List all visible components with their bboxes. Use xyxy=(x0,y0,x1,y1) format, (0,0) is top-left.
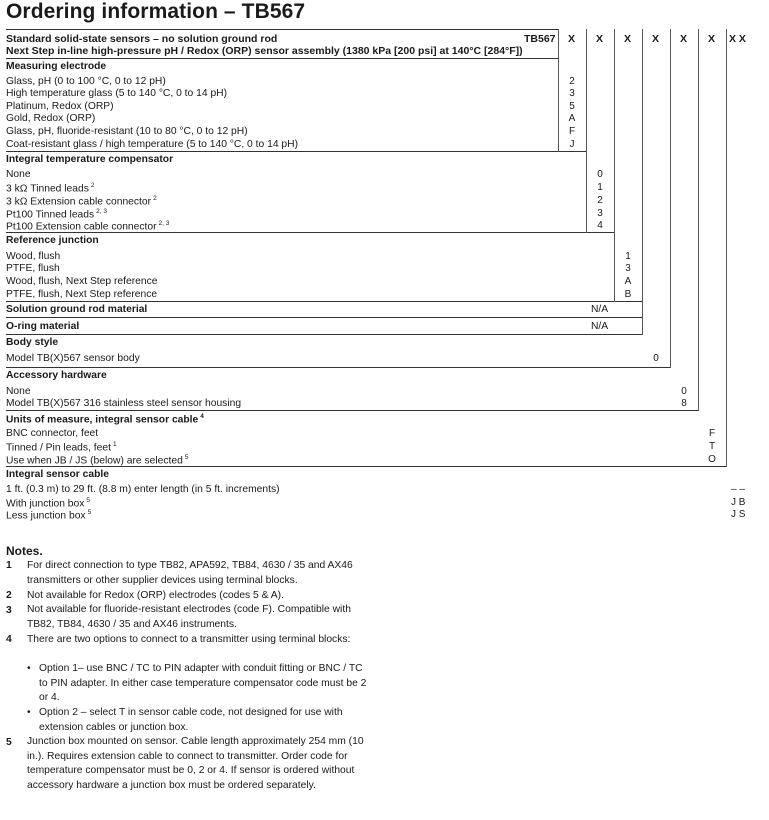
option-label: None xyxy=(6,169,31,180)
option-label: Glass, pH (0 to 100 °C, 0 to 12 pH) xyxy=(6,76,166,87)
header-line2: Next Step in-line high-pressure pH / Redox (ORP) sensor assembly (1380 kPa [200 psi] at 140°C [284°F]) xyxy=(6,45,523,57)
section-title: Integral temperature compensator xyxy=(6,154,174,165)
option-code: 2 xyxy=(597,195,603,206)
note-number: 4 xyxy=(6,634,12,645)
option-code: 5 xyxy=(569,101,575,112)
rule xyxy=(6,367,670,368)
option-label: Less junction box $^5$ xyxy=(6,509,92,522)
option-code: 3 xyxy=(569,88,575,99)
note-text: Not available for fluoride-resistant electrodes (code F). Compatible with TB82, TB84, 4630 / 35 and AX46 instruments. xyxy=(27,604,351,630)
option-code: J B xyxy=(731,497,746,508)
col-divider xyxy=(558,29,559,152)
bullet-icon: • xyxy=(27,707,31,718)
option-label: PTFE, flush, Next Step reference xyxy=(6,289,158,300)
option-code: J S xyxy=(731,509,746,520)
option-code: 4 xyxy=(597,220,603,231)
option-code: A xyxy=(624,276,632,287)
option-code: J xyxy=(569,139,575,150)
section-title: Solution ground rod material xyxy=(6,304,148,315)
option-code: O xyxy=(708,454,716,465)
option-label: High temperature glass (5 to 140 °C, 0 to 14 pH) xyxy=(6,88,228,99)
header-line1: Standard solid-state sensors – no solution ground rod xyxy=(6,33,278,45)
option-code: 0 xyxy=(681,386,687,397)
option-label: 3 kΩ Tinned leads $^2$ xyxy=(6,182,95,195)
bullet-icon: • xyxy=(27,663,31,674)
x-mark-3: X xyxy=(624,33,632,45)
option-label: Wood, flush, Next Step reference xyxy=(6,276,158,287)
x-mark-4: X xyxy=(652,33,660,45)
option-code: F xyxy=(568,126,576,137)
option-code: A xyxy=(568,113,576,124)
x-mark-6: X xyxy=(708,33,716,45)
note-text: Not available for Redox (ORP) electrodes (codes 5 & A). xyxy=(27,590,284,601)
note-number: 1 xyxy=(6,560,12,571)
option-code: 8 xyxy=(681,398,687,409)
note-number: 3 xyxy=(6,605,12,616)
na-value: N/A xyxy=(591,321,609,332)
option-label: Tinned / Pin leads, feet $^1$ xyxy=(6,441,117,454)
section-title: Integral sensor cable xyxy=(6,469,110,480)
x-mark-2: X xyxy=(596,33,604,45)
option-code: 3 xyxy=(625,263,631,274)
option-label: PTFE, flush xyxy=(6,263,60,274)
section-title: Body style xyxy=(6,337,59,348)
option-label: Coat-resistant glass / high temperature (5 to 140 °C, 0 to 14 pH) xyxy=(6,139,299,150)
option-code: 1 xyxy=(625,251,631,262)
option-label: Use when JB / JS (below) are selected $^5$ xyxy=(6,454,189,467)
page-title: Ordering information – TB567 xyxy=(6,0,306,23)
section-title: Accessory hardware xyxy=(6,370,107,381)
model-code: TB567 xyxy=(524,33,556,45)
option-code: 1 xyxy=(597,182,603,193)
note-text: There are two options to connect to a transmitter using terminal blocks: xyxy=(27,634,351,645)
x-mark-5: X xyxy=(680,33,688,45)
option-label: Model TB(X)567 sensor body xyxy=(6,353,140,364)
option-code: 2 xyxy=(569,76,575,87)
option-code: 0 xyxy=(597,169,603,180)
note-number: 2 xyxy=(6,590,12,601)
x-mark-1: X xyxy=(568,33,576,45)
rule xyxy=(6,410,698,411)
option-code: F xyxy=(708,428,716,439)
option-label: With junction box $^5$ xyxy=(6,497,91,510)
option-code: – – xyxy=(731,484,745,495)
option-label: Gold, Redox (ORP) xyxy=(6,113,96,124)
option-label: BNC connector, feet xyxy=(6,428,99,439)
note-text: Option 2 – select T in sensor cable code, not designed for use with extension cables or junction box. xyxy=(39,707,343,733)
x-mark-7: X X xyxy=(729,33,746,45)
rule xyxy=(6,58,558,59)
option-label: 3 kΩ Extension cable connector $^2$ xyxy=(6,195,157,208)
notes-title: Notes. xyxy=(6,544,43,558)
col-divider xyxy=(614,29,615,302)
option-label: Wood, flush xyxy=(6,251,61,262)
option-code: T xyxy=(708,441,716,452)
rule xyxy=(6,29,558,30)
note-text: For direct connection to type TB82, APA592, TB84, 4630 / 35 and AX46 transmitters or other supplier devices using terminal blocks. xyxy=(27,560,353,586)
option-label: Pt100 Extension cable connector $^{2, 3}$ xyxy=(6,220,170,233)
section-title: Units of measure, integral sensor cable $^4$ xyxy=(6,413,204,426)
option-code: 3 xyxy=(597,208,603,219)
option-label: 1 ft. (0.3 m) to 29 ft. (8.8 m) enter length (in 5 ft. increments) xyxy=(6,484,280,495)
section-title: Reference junction xyxy=(6,235,99,246)
option-code: 0 xyxy=(653,353,659,364)
col-divider xyxy=(726,29,727,467)
note-number: 5 xyxy=(6,737,12,748)
option-label: Platinum, Redox (ORP) xyxy=(6,101,114,112)
note-text: Junction box mounted on sensor. Cable length approximately 254 mm (10 in.). Requires extension cable to connect to transmitter. Order code for temperature compensator must be 0, 2 or 4. If sensor is ordered without accessory hardware a junction box must be ordered separately. xyxy=(27,736,364,791)
option-label: Pt100 Tinned leads $^{2, 3}$ xyxy=(6,208,108,221)
col-divider xyxy=(698,29,699,411)
col-divider xyxy=(586,29,587,233)
rule xyxy=(6,301,642,302)
col-divider xyxy=(670,29,671,368)
rule xyxy=(6,334,642,335)
section-title: O-ring material xyxy=(6,321,80,332)
option-label: Glass, pH, fluoride-resistant (10 to 80 °C, 0 to 12 pH) xyxy=(6,126,248,137)
note-text: Option 1– use BNC / TC to PIN adapter with conduit fitting or BNC / TC to PIN adapter. In either case temperature compensator code must be 2 or 4. xyxy=(39,663,367,704)
option-label: None xyxy=(6,386,31,397)
option-label: Model TB(X)567 316 stainless steel sensor housing xyxy=(6,398,242,409)
col-divider xyxy=(642,29,643,335)
option-code: B xyxy=(624,289,632,300)
section-title: Measuring electrode xyxy=(6,61,107,72)
na-value: N/A xyxy=(591,304,609,315)
rule xyxy=(6,151,586,152)
rule xyxy=(6,317,642,318)
